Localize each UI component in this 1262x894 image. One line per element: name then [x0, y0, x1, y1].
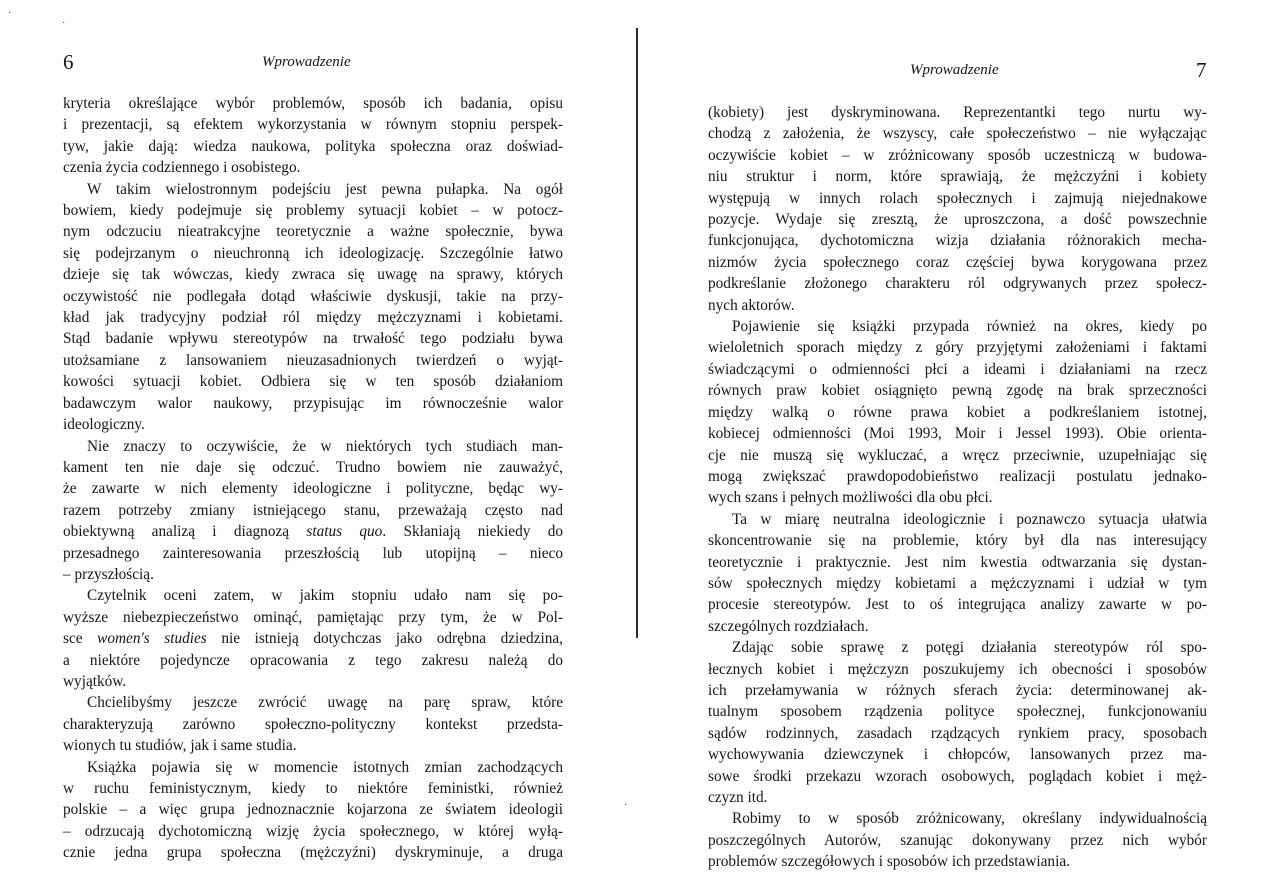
- text-line: oczywiście kobiet – w zróżnicowany sposób uczestniczą w budowa-: [708, 146, 1207, 164]
- text-line: oczywistość nie podlegała dotąd właściwie dyskusji, takie na przy-: [63, 287, 563, 305]
- text-line: czyzn itd.: [708, 789, 768, 806]
- text-line: poszczególnych Autorów, szanując dokonywany przez nich wybór: [708, 831, 1207, 849]
- text-line: funkcjonująca, dychotomiczna wizja działania różnorakich mecha-: [708, 232, 1207, 250]
- text-line: kryteria określające wybór problemów, sposób ich badania, opisu: [63, 95, 563, 112]
- text-line: równych praw kobiet osiągnięto pewną zgodę na brak sprzeczności: [708, 382, 1207, 400]
- text-line: sowe środki przekazu wzorach osobowych, poglądach kobiet i męż-: [708, 767, 1207, 785]
- body-text: [63, 93, 563, 864]
- text-line: utożsamiane z lansowaniem nieuzasadnionych twierdzeń o wyjąt-: [63, 351, 563, 369]
- text-line: się podejrzanym o nieuchronną ich ideologizację. Szczególnie łatwo: [63, 244, 563, 262]
- body-text: [708, 102, 1207, 873]
- text-line: procesie stereotypów. Jest to oś integrująca analizy zawarte w po-: [708, 596, 1207, 614]
- scan-speck: ·: [8, 8, 12, 19]
- text-line: Robimy to w sposób zróżnicowany, określany indywidualnością: [732, 810, 1207, 828]
- text-line: Czytelnik oceni zatem, w jakim stopniu udało nam się po-: [87, 587, 563, 605]
- text-line: wyższe niebezpieczeństwo ominąć, pamiętając przy tym, że w Pol-: [63, 608, 563, 626]
- page-number: 6: [63, 50, 74, 74]
- text-line: kowości sytuacji kobiet. Odbiera się w ten sposób działaniom: [63, 373, 563, 391]
- text-line: chodzą z założenia, że wszyscy, całe społeczeństwo – nie wyłączając: [708, 125, 1207, 143]
- text-line: kład jak tradycyjny podział ról między mężczyznami i kobietami.: [63, 309, 563, 327]
- text-line: Ta w miarę neutralna ideologicznie i poznawczo sytuacja ułatwia: [732, 510, 1207, 528]
- left-page: [0, 0, 620, 894]
- running-head: Wprowadzenie: [262, 54, 351, 70]
- text-line: pozycje. Wydaje się zresztą, że uproszczona, a dość powszechnie: [708, 211, 1207, 229]
- page-number: 7: [1196, 58, 1207, 82]
- text-line: mogą zwiększać prawdopodobieństwo realizacji postulatu jednako-: [708, 467, 1207, 485]
- text-line: między walką o równe prawa kobiet a podkreślaniem istotnej,: [708, 403, 1207, 421]
- text-line: i prezentacji, są efektem wykorzystania w równym stopniu perspek-: [63, 116, 563, 134]
- text-line: ideologiczny.: [63, 416, 145, 434]
- text-line: razem potrzeby zmiany istniejącego stanu, przeważają często nad: [63, 501, 563, 519]
- emphasis: status quo: [306, 523, 383, 541]
- text-line: przesadnego zainteresowania przeszłością lub utopijną – nieco: [63, 544, 563, 562]
- text-line: kament ten nie daje się odczuć. Trudno bowiem nie zauważyć,: [63, 458, 563, 476]
- text-line: W takim wielostronnym podejściu jest pewna pułapka. Na ogół: [87, 180, 563, 198]
- text-line: – odrzucają dychotomiczną wizję życia społecznego, w której wyłą-: [63, 822, 563, 840]
- text-run: sce: [63, 630, 83, 648]
- text-line: sów społecznych między kobietami a mężczyznami i udział w tym: [708, 574, 1207, 592]
- text-line: wychowywania dziewczynek i chłopców, lansowanych przez ma-: [708, 746, 1207, 764]
- text-line: czenia życia codziennego i osobistego.: [63, 159, 301, 177]
- text-line: nizmów życia społecznego coraz częściej bywa korygowana przez: [708, 253, 1207, 271]
- text-line: wych szans i pełnych możliwości dla obu płci.: [708, 489, 993, 507]
- right-page: [640, 0, 1262, 894]
- text-run: . Skłaniają niekiedy do: [382, 523, 563, 541]
- text-line: kobiecej odmienności (Moi 1993, Moir i Jessel 1993). Obie orienta-: [708, 425, 1207, 443]
- text-line: Chcielibyśmy jeszcze zwrócić uwagę na parę spraw, które: [87, 694, 563, 712]
- text-line: w ruchu feministycznym, kiedy to niektóre feministki, również: [63, 780, 563, 797]
- text-line: podkreślanie złożonego charakteru ról odgrywanych przez społecz-: [708, 275, 1207, 293]
- text-line: (kobiety) jest dyskryminowana. Reprezentantki tego nurtu wy-: [708, 104, 1207, 121]
- text-line: że zawarte w nich elementy ideologiczne i polityczne, będąc wy-: [63, 480, 563, 498]
- text-line: Książka pojawia się w momencie istotnych zmian zachodzących: [87, 758, 563, 776]
- text-line: Nie znaczy to oczywiście, że w niektórych tych studiach man-: [87, 437, 563, 455]
- text-line: skoncentrowanie się na problemie, który był dla nas interesujący: [708, 532, 1207, 550]
- text-line: występują w innych rolach społecznych i zajmują niejednakowe: [708, 189, 1207, 207]
- scan-speck: ·: [62, 18, 66, 29]
- text-line: sądów rodzinnych, zasadach rządzących rynkiem pracy, sposobach: [708, 724, 1207, 742]
- text-line: [63, 521, 563, 542]
- text-line: ich przełamywania w różnych sferach życia: determinowanej ak-: [708, 681, 1207, 699]
- text-line: polskie – a więc grupa jednoznacznie kojarzona ze światem ideologii: [63, 801, 563, 819]
- text-run: nie istnieją dotychczas jako odrębna dziedzina,: [221, 630, 564, 648]
- text-line: teoretycznie i praktycznie. Jest nim kwestia odtwarzania się dystan-: [708, 553, 1207, 571]
- text-line: cje nie muszą się wykluczać, a wręcz przeciwnie, uzupełniając się: [708, 446, 1207, 464]
- emphasis: women's studies: [97, 630, 207, 648]
- text-line: badawczym walor naukowy, przypisując im równocześnie walor: [63, 394, 563, 412]
- text-line: tualnym sposobem rządzenia polityce społecznej, funkcjonowaniu: [708, 703, 1207, 721]
- text-line: niu struktur i norm, które sprawiają, że mężczyźni i kobiety: [708, 168, 1207, 186]
- text-line: świadczącymi o odmienności płci a ideami i działaniami na rzecz: [708, 360, 1207, 378]
- text-line: wionych tu studiów, jak i same studia.: [63, 737, 297, 755]
- text-line: wyjątków.: [63, 672, 127, 690]
- text-line: Stąd badanie wpływu stereotypów na trwałość tego podziału bywa: [63, 330, 563, 348]
- text-line: [63, 628, 563, 649]
- text-line: charakteryzują zarówno społeczno-polityczny kontekst przedsta-: [63, 715, 563, 733]
- text-line: bowiem, kiedy podejmuje się problemy sytuacji kobiet – w potocz-: [63, 202, 563, 220]
- text-line: dzieje się tak wówczas, kiedy zwraca się uwagę na sprawy, których: [63, 266, 563, 284]
- text-line: – przyszłością.: [63, 565, 154, 583]
- text-line: nych aktorów.: [708, 296, 795, 314]
- scan-speck: ·: [624, 800, 628, 811]
- text-run: obiektywną analizą i diagnozą: [63, 523, 290, 541]
- text-line: problemów szczegółowych i sposobów ich przedstawiania.: [708, 853, 1070, 871]
- text-line: cznie jedna grupa społeczna (mężczyźni) dyskryminuje, a druga: [63, 844, 563, 862]
- text-line: Zdając sobie sprawę z potęgi działania stereotypów ról spo-: [732, 639, 1207, 657]
- running-head: Wprowadzenie: [910, 62, 999, 78]
- text-line: nym odczuciu nieatrakcyjne teoretycznie a ważne społecznie, bywa: [63, 223, 563, 241]
- book-gutter-line: [636, 28, 638, 638]
- text-line: Pojawienie się książki przypada również na okres, kiedy po: [732, 318, 1207, 336]
- text-line: szczególnych rozdziałach.: [708, 617, 869, 635]
- text-line: a niektóre pojedyncze opracowania z tego zakresu należą do: [63, 651, 563, 669]
- text-line: łecznych kobiet i mężczyzn poszukujemy ich obecności i sposobów: [708, 660, 1207, 678]
- text-line: tyw, jakie dają: wiedza naukowa, polityka społeczna oraz doświad-: [63, 137, 563, 155]
- text-line: wieloletnich sporach między z góry przyjętymi założeniami i faktami: [708, 339, 1207, 357]
